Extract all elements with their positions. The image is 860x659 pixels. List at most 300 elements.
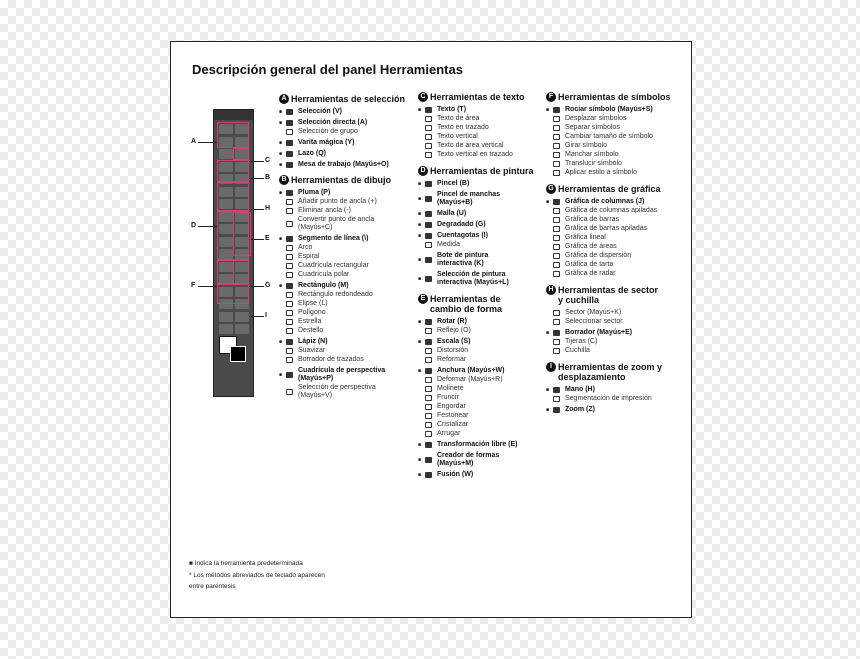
tool-icon xyxy=(423,347,434,355)
tool-icon xyxy=(551,169,562,177)
section-b xyxy=(279,175,419,400)
tool-list-item xyxy=(279,207,419,215)
tool-label: Creador de formas (Mayús+M) xyxy=(437,452,500,467)
tool-group-highlight xyxy=(217,182,249,212)
section-letter-badge: A xyxy=(279,94,289,104)
tool-label: Gráfica lineal xyxy=(565,234,606,241)
footnote-line3: entre paréntesis xyxy=(189,583,236,590)
tool-group-highlight xyxy=(233,260,249,284)
toolbar-tool-icon xyxy=(235,312,249,322)
tool-label: Selección (V) xyxy=(298,108,342,115)
tool-list-item xyxy=(546,347,686,355)
tool-icon xyxy=(284,300,295,308)
tool-list-item xyxy=(546,252,686,260)
tool-group-highlight xyxy=(217,284,249,304)
tool-list-item xyxy=(279,253,419,261)
tool-label: Texto de área xyxy=(437,115,480,122)
tool-icon xyxy=(423,256,434,264)
section-g xyxy=(546,184,686,278)
default-marker-icon: ■ xyxy=(418,107,422,113)
tool-icon xyxy=(551,207,562,215)
tool-icon xyxy=(423,241,434,249)
callout-label: H xyxy=(265,205,271,212)
tool-list-item xyxy=(418,412,546,420)
tool-icon xyxy=(284,262,295,270)
tool-label: Selección directa (A) xyxy=(298,119,368,126)
tool-icon xyxy=(423,275,434,283)
tool-label: Segmentación de impresión xyxy=(565,395,652,402)
callout-leader-line xyxy=(251,178,264,179)
tool-icon xyxy=(284,347,295,355)
tool-list-item xyxy=(546,115,686,123)
tool-list-item xyxy=(279,367,419,383)
tool-label: Texto en trazado xyxy=(437,124,489,131)
column-3 xyxy=(546,92,686,421)
footnote-default: ■ Indica la herramienta predeterminada xyxy=(189,560,303,567)
tool-list-item xyxy=(418,367,546,375)
tool-list-item xyxy=(279,262,419,270)
tool-list-item xyxy=(279,356,419,364)
tool-icon xyxy=(551,270,562,278)
tool-icon xyxy=(423,151,434,159)
tool-icon xyxy=(423,356,434,364)
tool-label: Cambiar tamaño de símbolo xyxy=(565,133,653,140)
default-marker-icon: ■ xyxy=(418,339,422,345)
callout-label: C xyxy=(265,157,271,164)
footnote-shortcuts-cont xyxy=(189,583,236,591)
tool-icon xyxy=(284,338,295,346)
tool-icon xyxy=(423,394,434,402)
toolbar-tool-icon xyxy=(235,324,249,334)
tool-icon xyxy=(551,234,562,242)
toolbar-tool-icon xyxy=(219,324,233,334)
section-heading xyxy=(546,92,686,102)
tool-list-item xyxy=(418,232,546,240)
tool-label: Cuadrícula de perspectiva (Mayús+P) xyxy=(298,367,386,382)
section-heading xyxy=(418,92,546,102)
tool-label: Gráfica de tarta xyxy=(565,261,614,268)
tool-icon xyxy=(551,216,562,224)
section-title: Herramientas de dibujo xyxy=(291,175,392,185)
tool-list-item xyxy=(279,318,419,326)
section-heading xyxy=(418,294,546,314)
document-page xyxy=(170,41,692,618)
tool-label: Degradado (G) xyxy=(437,221,486,228)
tool-label: Manchar símbolo xyxy=(565,151,619,158)
tool-icon xyxy=(551,133,562,141)
tool-icon xyxy=(284,318,295,326)
callout-label: F xyxy=(191,282,196,289)
tool-label: Selección de pintura interactiva (Mayús+L) xyxy=(437,271,509,286)
tool-label: Pincel (B) xyxy=(437,180,470,187)
section-letter-badge: D xyxy=(418,166,428,176)
tool-label: Girar símbolo xyxy=(565,142,608,149)
tool-label: Transformación libre (E) xyxy=(437,441,518,448)
tool-icon xyxy=(551,309,562,317)
tool-icon xyxy=(551,198,562,206)
tool-icon xyxy=(284,150,295,158)
tool-list-item xyxy=(418,106,546,114)
tool-icon xyxy=(423,430,434,438)
section-letter-badge: F xyxy=(546,92,556,102)
default-marker-icon: ■ xyxy=(418,368,422,374)
default-marker-icon: ■ xyxy=(418,319,422,325)
tool-list-item xyxy=(418,241,546,249)
tool-icon xyxy=(551,115,562,123)
tool-list-item xyxy=(546,395,686,403)
tool-list-item xyxy=(546,133,686,141)
tool-label: Sector (Mayús+K) xyxy=(565,309,622,316)
section-title: Herramientas de selección xyxy=(291,94,406,104)
tool-icon xyxy=(423,106,434,114)
tool-list-item xyxy=(418,421,546,429)
tool-list-item xyxy=(546,234,686,242)
section-heading xyxy=(279,175,419,185)
stroke-swatch xyxy=(230,346,246,362)
tool-icon xyxy=(423,180,434,188)
callout-leader-line xyxy=(251,286,264,287)
tool-list-item xyxy=(418,151,546,159)
tool-icon xyxy=(423,232,434,240)
tool-label: Varita mágica (Y) xyxy=(298,139,355,146)
tool-icon xyxy=(551,252,562,260)
tool-icon xyxy=(284,235,295,243)
tool-icon xyxy=(423,441,434,449)
tool-label: Lápiz (N) xyxy=(298,338,328,345)
section-heading xyxy=(546,362,686,382)
tool-label: Seleccionar sector xyxy=(565,318,623,325)
tool-list-item xyxy=(546,106,686,114)
default-marker-icon: ■ xyxy=(279,190,283,196)
tool-label: Cristalizar xyxy=(437,421,469,428)
tool-label: Elipse (L) xyxy=(298,300,328,307)
tool-label: Lazo (Q) xyxy=(298,150,326,157)
tool-icon xyxy=(284,198,295,206)
tool-list-item xyxy=(279,235,419,243)
section-a xyxy=(279,94,419,169)
page-title: Descripción general del panel Herramientas xyxy=(192,62,463,77)
callout-leader-line xyxy=(251,209,264,210)
tool-list-item xyxy=(418,180,546,188)
tool-list-item xyxy=(546,338,686,346)
tool-list-item xyxy=(418,347,546,355)
tool-icon xyxy=(551,243,562,251)
default-marker-icon: ■ xyxy=(418,442,422,448)
tool-list-item xyxy=(418,471,546,479)
default-marker-icon: ■ xyxy=(418,257,422,263)
tool-list-item xyxy=(418,338,546,346)
callout-label: A xyxy=(191,138,197,145)
tool-icon xyxy=(284,309,295,317)
tool-icon xyxy=(423,471,434,479)
tool-label: Gráfica de barras apiladas xyxy=(565,225,648,232)
tool-icon xyxy=(551,151,562,159)
tool-label: Aplicar estilo a símbolo xyxy=(565,169,637,176)
tool-label: Cuadrícula rectangular xyxy=(298,262,369,269)
default-marker-icon: ■ xyxy=(279,339,283,345)
tool-list-item xyxy=(279,119,419,127)
default-marker-icon: ■ xyxy=(546,330,550,336)
tool-list-item xyxy=(279,300,419,308)
tool-label: Pincel de manchas (Mayús+B) xyxy=(437,191,501,206)
callout-leader-line xyxy=(198,142,217,143)
default-marker-icon: ■ xyxy=(418,196,422,202)
tool-list-item xyxy=(418,403,546,411)
tool-label: Festonear xyxy=(437,412,469,419)
tool-label: Texto vertical xyxy=(437,133,478,140)
tool-list-item xyxy=(279,309,419,317)
tool-list-item xyxy=(546,309,686,317)
tool-list-item xyxy=(418,327,546,335)
tool-icon xyxy=(551,160,562,168)
tool-icon xyxy=(551,347,562,355)
tool-list-item xyxy=(279,139,419,147)
tool-icon xyxy=(284,108,295,116)
tool-list-item xyxy=(418,191,546,207)
tool-list-item xyxy=(546,225,686,233)
tool-list-item xyxy=(279,291,419,299)
tool-list-item xyxy=(279,189,419,197)
tool-list-item xyxy=(418,115,546,123)
callout-leader-line xyxy=(251,239,264,240)
tool-group-highlight xyxy=(217,122,249,148)
section-c xyxy=(418,92,546,159)
tool-label: Gráfica de columnas (J) xyxy=(565,198,645,205)
section-title: Herramientas de cambio de forma xyxy=(430,294,503,314)
tool-list-item xyxy=(279,384,419,400)
callout-label: B xyxy=(265,174,271,181)
tool-label: Tijeras (C) xyxy=(565,338,598,345)
tool-icon xyxy=(423,210,434,218)
default-marker-icon: ■ xyxy=(279,283,283,289)
tool-label: Rociar símbolo (Mayús+S) xyxy=(565,106,653,113)
tool-icon xyxy=(423,367,434,375)
tool-list-item xyxy=(546,142,686,150)
tool-icon xyxy=(423,115,434,123)
tool-list-item xyxy=(279,108,419,116)
tool-label: Texto vertical en trazado xyxy=(437,151,513,158)
default-marker-icon: ■ xyxy=(546,107,550,113)
tool-label: Polígono xyxy=(298,309,326,316)
tool-label: Arrugar xyxy=(437,430,461,437)
tool-label: Cuadrícula polar xyxy=(298,271,350,278)
tool-icon xyxy=(423,327,434,335)
section-letter-badge: G xyxy=(546,184,556,194)
tool-list-item xyxy=(418,394,546,402)
callout-leader-line xyxy=(251,161,264,162)
tool-label: Escala (S) xyxy=(437,338,471,345)
default-marker-icon: ■ xyxy=(418,457,422,463)
section-heading xyxy=(418,166,546,176)
tool-icon xyxy=(284,189,295,197)
section-d xyxy=(418,166,546,287)
footnote-line2: * Los métodos abreviados de teclado aparecen xyxy=(189,572,325,579)
tool-label: Gráfica de radar xyxy=(565,270,616,277)
section-heading xyxy=(279,94,419,104)
tool-label: Gráfica de barras xyxy=(565,216,620,223)
tool-label: Estrella xyxy=(298,318,322,325)
tool-list-item xyxy=(279,271,419,279)
tool-label: Convertir punto de ancla (Mayús+C) xyxy=(298,216,375,231)
tool-icon xyxy=(423,456,434,464)
callout-label: I xyxy=(265,312,267,319)
tool-label: Malla (U) xyxy=(437,210,467,217)
tool-icon xyxy=(423,385,434,393)
tool-icon xyxy=(284,356,295,364)
tool-icon xyxy=(284,327,295,335)
callout-leader-line xyxy=(198,286,217,287)
tool-icon xyxy=(284,282,295,290)
section-h xyxy=(546,285,686,355)
tool-list-item xyxy=(418,385,546,393)
tool-list-item xyxy=(279,282,419,290)
default-marker-icon: ■ xyxy=(279,372,283,378)
tool-list-item xyxy=(546,124,686,132)
default-marker-icon: ■ xyxy=(546,199,550,205)
tool-icon xyxy=(284,139,295,147)
tool-label: Añadir punto de ancla (+) xyxy=(298,198,377,205)
tool-icon xyxy=(284,220,295,228)
tool-label: Bote de pintura interactiva (K) xyxy=(437,252,489,267)
tool-list-item xyxy=(546,406,686,414)
tool-icon xyxy=(284,271,295,279)
tool-icon xyxy=(551,329,562,337)
tool-label: Arco xyxy=(298,244,313,251)
tool-icon xyxy=(551,338,562,346)
tool-label: Anchura (Mayús+W) xyxy=(437,367,505,374)
tool-icon xyxy=(423,421,434,429)
tool-label: Cuentagotas (I) xyxy=(437,232,488,239)
tool-icon xyxy=(423,221,434,229)
tool-list-item xyxy=(279,338,419,346)
tool-label: Texto (T) xyxy=(437,106,467,113)
tool-icon xyxy=(423,376,434,384)
footnote-line1: Indica la herramienta predeterminada xyxy=(194,560,303,567)
tool-list-item xyxy=(418,221,546,229)
tool-label: Mano (H) xyxy=(565,386,595,393)
tool-icon xyxy=(423,133,434,141)
tool-label: Gráfica de columnas apiladas xyxy=(565,207,658,214)
tool-list-item xyxy=(279,216,419,232)
tool-label: Gráfica de áreas xyxy=(565,243,617,250)
tool-label: Desplazar símbolos xyxy=(565,115,627,122)
default-marker-icon: ■ xyxy=(418,222,422,228)
tool-list-item xyxy=(418,271,546,287)
tool-list-item xyxy=(546,386,686,394)
tool-list-item xyxy=(418,210,546,218)
callout-label: D xyxy=(191,222,197,229)
tool-label: Cuchilla xyxy=(565,347,590,354)
tool-list-item xyxy=(418,252,546,268)
default-marker-icon: ■ xyxy=(418,211,422,217)
tool-group-highlight xyxy=(233,212,251,256)
tool-label: Borrador (Mayús+E) xyxy=(565,329,633,336)
section-title: Herramientas de texto xyxy=(430,92,525,102)
tool-icon xyxy=(423,338,434,346)
tool-icon xyxy=(423,318,434,326)
tool-list-item xyxy=(418,430,546,438)
section-title: Herramientas de gráfica xyxy=(558,184,661,194)
tool-icon xyxy=(551,318,562,326)
tool-icon xyxy=(551,142,562,150)
section-title: Herramientas de pintura xyxy=(430,166,534,176)
tool-label: Selección de grupo xyxy=(298,128,358,135)
toolbar-tool-icon xyxy=(219,312,233,322)
tool-label: Rectángulo (M) xyxy=(298,282,349,289)
section-letter-badge: E xyxy=(418,294,428,304)
tool-group-highlight xyxy=(233,148,249,160)
tool-icon xyxy=(551,124,562,132)
callout-label: G xyxy=(265,282,271,289)
tool-label: Pluma (P) xyxy=(298,189,331,196)
tool-label: Fusión (W) xyxy=(437,471,474,478)
footnote-shortcuts xyxy=(189,572,325,580)
tool-label: Medida xyxy=(437,241,460,248)
tool-label: Selección de perspectiva (Mayús+V) xyxy=(298,384,376,399)
tool-label: Segmento de línea (\) xyxy=(298,235,369,242)
tool-label: Gráfica de dispersión xyxy=(565,252,632,259)
tool-list-item xyxy=(279,244,419,252)
tool-label: Texto de área vertical xyxy=(437,142,504,149)
section-letter-badge: H xyxy=(546,285,556,295)
tool-label: Mesa de trabajo (Mayús+O) xyxy=(298,161,389,168)
tool-icon xyxy=(551,386,562,394)
toolbar-tool-icon xyxy=(219,149,233,159)
tool-label: Eliminar ancla (-) xyxy=(298,207,351,214)
tool-label: Separar símbolos xyxy=(565,124,620,131)
tool-list-item xyxy=(546,329,686,337)
callout-label: E xyxy=(265,235,270,242)
column-1 xyxy=(279,94,419,406)
tool-icon xyxy=(423,124,434,132)
tool-label: Translucir símbolo xyxy=(565,160,622,167)
tool-list-item xyxy=(546,270,686,278)
section-i xyxy=(546,362,686,414)
tool-list-item xyxy=(546,198,686,206)
tool-icon xyxy=(551,225,562,233)
section-title: Herramientas de zoom y desplazamiento xyxy=(558,362,663,382)
tool-icon xyxy=(284,291,295,299)
tool-list-item xyxy=(546,216,686,224)
tool-label: Espiral xyxy=(298,253,320,260)
tool-icon xyxy=(551,261,562,269)
default-marker-icon: ■ xyxy=(418,276,422,282)
tool-list-item xyxy=(418,376,546,384)
tool-list-item xyxy=(279,347,419,355)
tool-label: Suavizar xyxy=(298,347,326,354)
default-marker-icon: ■ xyxy=(418,233,422,239)
tool-label: Rectángulo redondeado xyxy=(298,291,373,298)
tool-icon xyxy=(284,128,295,136)
tool-icon xyxy=(423,142,434,150)
tool-list-item xyxy=(546,318,686,326)
default-marker-icon: ■ xyxy=(279,140,283,146)
default-marker-icon: ■ xyxy=(418,472,422,478)
default-marker-icon: ■ xyxy=(279,162,283,168)
tool-list-item xyxy=(546,160,686,168)
tool-icon xyxy=(284,253,295,261)
tool-list-item xyxy=(279,128,419,136)
tool-label: Fruncir xyxy=(437,394,459,401)
tool-label: Engordar xyxy=(437,403,466,410)
tool-icon xyxy=(551,406,562,414)
tool-icon xyxy=(284,207,295,215)
tool-list-item xyxy=(546,207,686,215)
tool-list-item xyxy=(546,261,686,269)
tool-list-item xyxy=(418,318,546,326)
callout-leader-line xyxy=(251,316,264,317)
default-marker-icon: ■ xyxy=(546,407,550,413)
